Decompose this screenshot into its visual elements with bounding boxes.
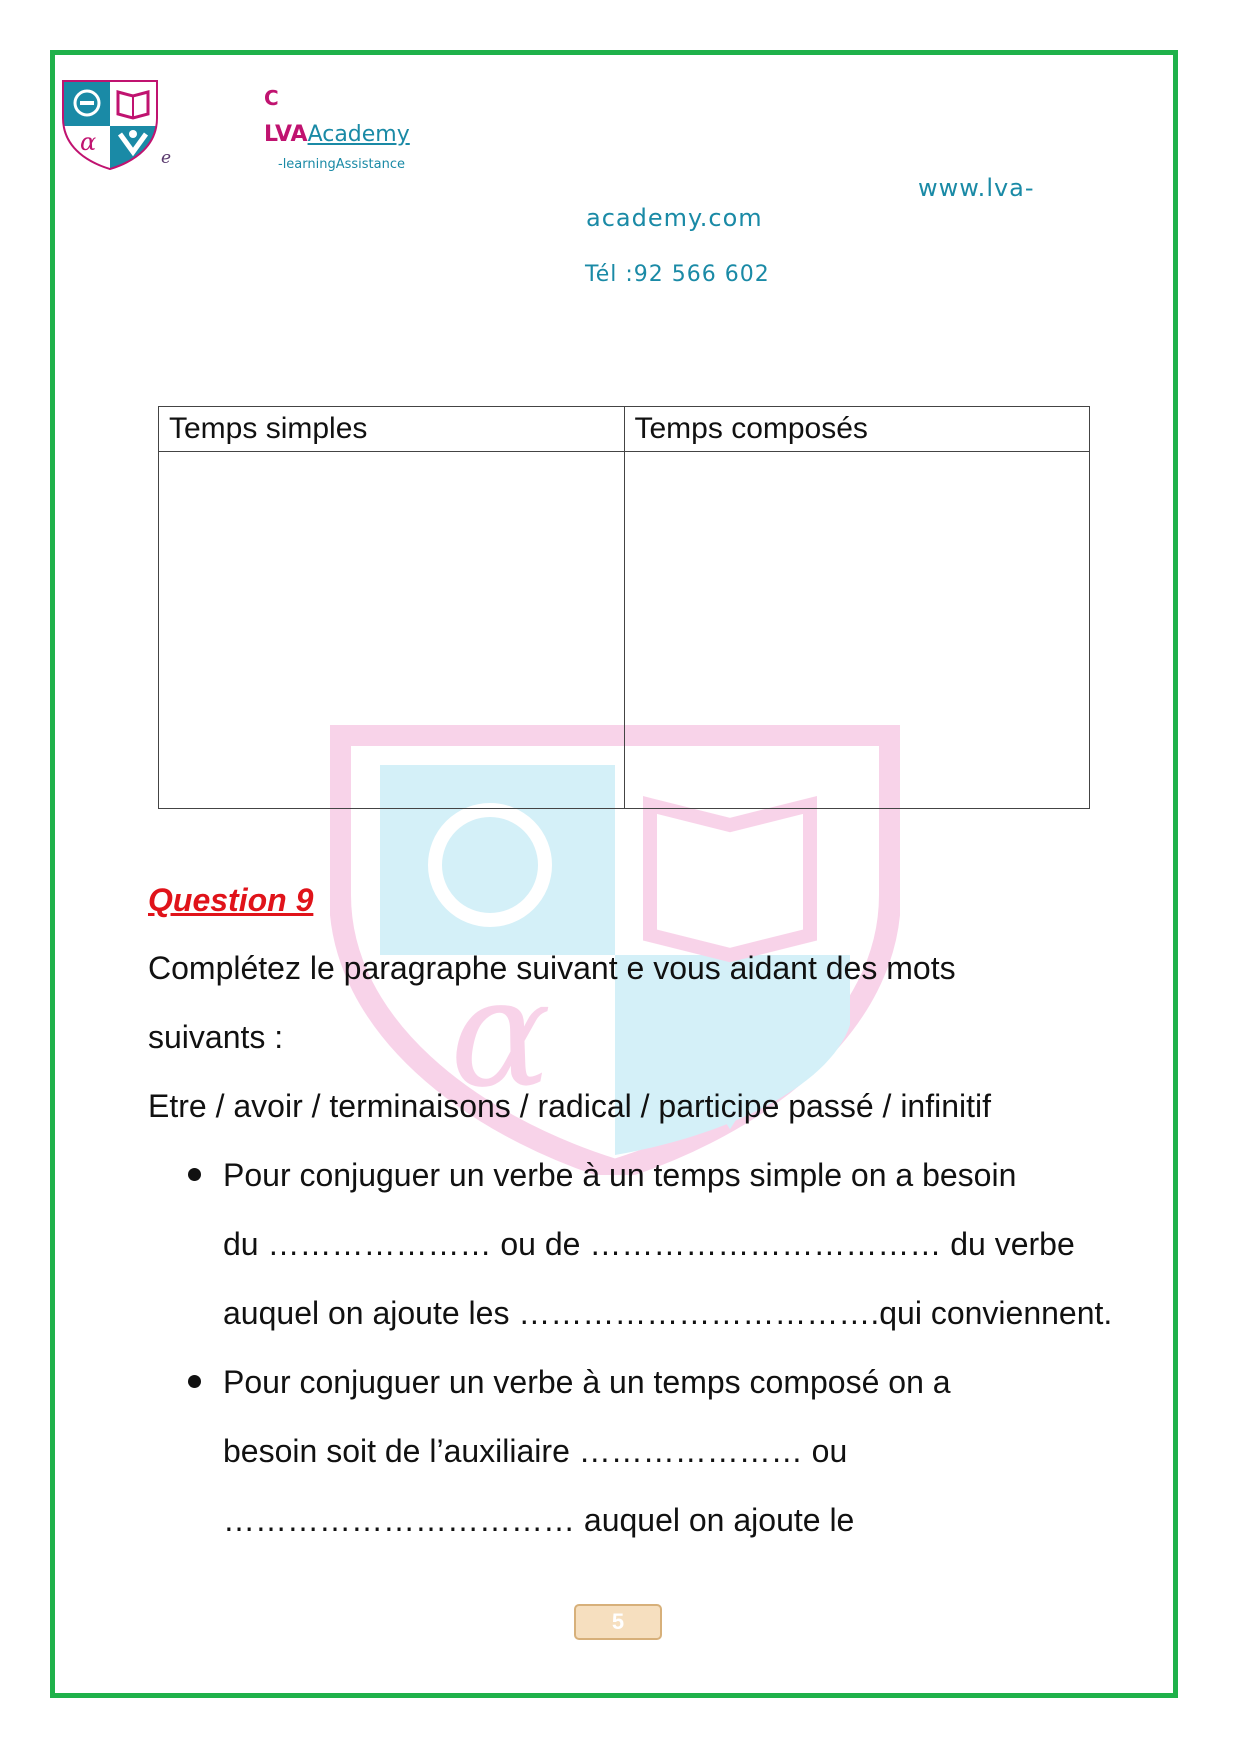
- instruction-line-2: suivants :: [148, 1019, 284, 1055]
- svg-text:α: α: [450, 947, 552, 1121]
- bullet1-line1: Pour conjuguer un verbe à un temps simple on a besoin: [223, 1157, 1017, 1193]
- bullet-icon: [188, 1168, 201, 1181]
- svg-text:α: α: [80, 128, 97, 156]
- column-header-temps-simples: Temps simples: [159, 407, 625, 452]
- bullet2-line3: …………………………… auquel on ajoute le: [223, 1502, 855, 1538]
- word-list: Etre / avoir / terminaisons / radical / participe passé / infinitif: [148, 1088, 992, 1124]
- phone-number: Tél :92 566 602: [585, 262, 770, 287]
- bullet2-line2: besoin soit de l’auxiliaire ………………… ou: [223, 1433, 848, 1469]
- tenses-table: [158, 406, 1090, 809]
- table-row: [159, 452, 1090, 809]
- website-part2: academy.com: [586, 204, 763, 232]
- question-title: Question 9: [148, 882, 314, 918]
- brand-name: [264, 122, 410, 147]
- instruction-line-1: Complétez le paragraphe suivant e vous aidant des mots: [148, 950, 956, 986]
- answer-cell-simples[interactable]: [159, 452, 625, 809]
- column-header-temps-composes: Temps composés: [624, 407, 1090, 452]
- brand-academy-link[interactable]: Academy: [307, 122, 410, 147]
- logo-letter-e: e: [161, 148, 172, 168]
- bullet1-line2: du ………………… ou de …………………………… du verbe: [223, 1226, 1075, 1262]
- website-part1: www.lva-: [918, 174, 1035, 202]
- bullet2-line1: Pour conjuguer un verbe à un temps composé on a: [223, 1364, 951, 1400]
- brand-tagline: -learningAssistance: [278, 157, 405, 172]
- academy-logo: [58, 78, 162, 170]
- brand-lva: LVA: [264, 122, 308, 147]
- bullet1-line3: auquel on ajoute les …………………………….qui conviennent.: [223, 1295, 1113, 1331]
- table-header-row: [159, 407, 1090, 452]
- answer-cell-composes[interactable]: [624, 452, 1090, 809]
- brand-letter-c: C: [264, 86, 279, 110]
- page-number: 5: [574, 1604, 662, 1640]
- bullet-icon: [188, 1375, 201, 1388]
